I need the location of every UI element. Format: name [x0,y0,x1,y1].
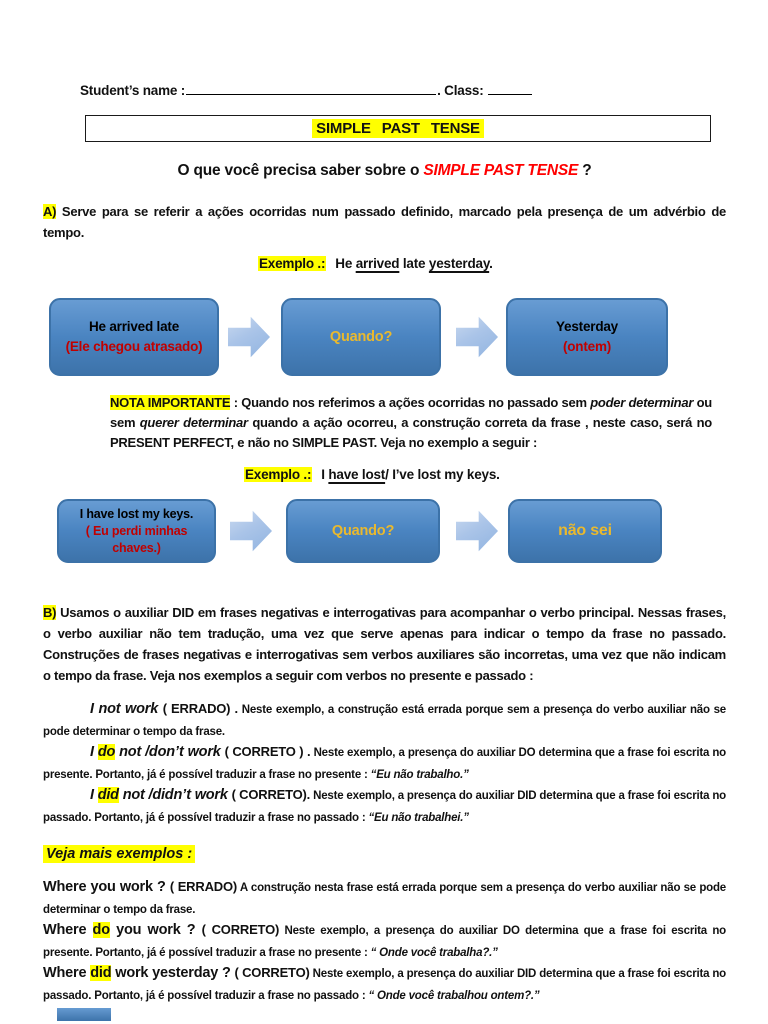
example-2-underlined-verb: have lost [328,467,386,482]
example-where-you-work [43,877,726,920]
flow-box-i-have-lost [57,499,216,563]
question-suffix: ? [578,162,592,179]
flow-box-nao-sei [508,499,662,563]
arrow-right-icon [230,508,272,554]
example-sentence: work yesterday ? [111,965,235,981]
section-a-text: Serve para se referir a ações ocorridas num passado definido, marcado pela presença de um advérbio de tempo. [43,204,726,240]
important-note-paragraph [110,393,712,453]
example-verdict: ( CORRETO) [234,965,310,980]
example-verdict: ( CORRETO ) . [224,744,311,759]
note-text: ou sem [110,395,712,430]
more-examples-heading [43,846,726,862]
example-verdict: ( ERRADO) . [162,701,238,716]
example-sentence: not /didn’t work [118,787,232,803]
example-translation-quote: “Eu não trabalho.” [370,768,469,781]
flow-box-answer-text: não sei [558,522,612,539]
flow-box-quando-2 [286,499,440,563]
example-verdict: ( ERRADO) [169,879,237,894]
example-1-line [258,256,726,271]
section-b-marker: B) [43,605,57,620]
worksheet-title: SIMPLE PAST TENSE [312,119,484,138]
flow-box-question-text: Quando? [329,329,393,345]
question-heading [43,162,726,180]
note-bold-nao: não [247,435,270,450]
example-sentence: I [90,787,98,803]
arrow-right-icon [228,314,270,360]
example-1-underlined-adverb: yesterday [428,256,490,271]
example-translation-quote: “ Onde você trabalha?.” [370,946,498,959]
example-sentence: I [90,744,98,760]
example-sentence: I not work [90,701,163,717]
example-explanation: A construção nesta frase está errada porque sem a presença do verbo auxiliar não se pode determinar o tempo da frase. [43,882,726,916]
example-2-pre: I [321,467,329,482]
example-2-line [244,467,726,482]
flow-box-quando-1 [281,298,441,376]
example-1-pre: He [335,256,356,271]
example-translation-quote: “ Onde você trabalhou ontem?.” [368,989,540,1002]
note-italic-text: querer determinar [139,415,248,430]
where-examples-block [43,877,726,1006]
example-where-did-work-yesterday [43,963,726,1006]
question-prefix: O que você precisa saber sobre o [177,162,424,179]
more-examples-label: Veja mais exemplos : [43,845,195,863]
flow-box-translation-text: (Ele chegou atrasado) [65,339,203,354]
example-1-end: . [489,256,493,271]
highlighted-auxiliary-do: do [92,922,110,938]
arrow-right-icon [456,508,498,554]
example-i-do-not-work [43,742,726,785]
note-text: no SIMPLE PAST. Veja no exemplo a seguir : [269,435,538,450]
student-name-label: Student’s name : [80,83,186,98]
example-1-mid: late [399,256,429,271]
example-i-did-not-work [43,785,726,828]
flow-box-yesterday [506,298,668,376]
note-text: quando a ação ocorreu, a construção correta da frase , neste caso, será no PRESENT PERFECT, e [110,415,712,450]
section-a-paragraph [43,201,726,243]
example-2-label: Exemplo .: [245,467,312,482]
section-b-text: Usamos o auxiliar DID em frases negativas e interrogativas para acompanhar o verbo principal. Nessas frases, o verbo auxiliar não tem tradução, uma vez que serve apenas para indicar o tempo da frase no passado. Construções de frases negativas e interrogativas sem verbos auxiliares são incorretas, uma vez que não indicam o tempo da frase. Veja nos exemplos a seguir com verbos no presente e passado : [43,605,726,683]
note-italic-text: poder determinar [590,395,694,410]
example-sentence: not /don’t work [115,744,225,760]
flow-box-he-arrived-late [49,298,219,376]
highlighted-auxiliary-did: did [97,787,119,803]
class-blank [488,82,532,95]
question-emphasis: SIMPLE PAST TENSE [423,162,579,179]
note-text: : Quando nos referimos a ações ocorridas no passado sem [230,395,591,410]
student-name-blank [186,82,436,95]
example-explanation: Neste exemplo, a construção está errada porque sem a presença do verbo auxiliar não se pode determinar o tempo da frase. [43,704,726,738]
example-explanation: Neste exemplo, a presença do auxiliar DO determina que a frase foi escrita no presente. Portanto, já é possível traduzir a frase no presente : [43,925,726,959]
flow-box-translation-text: ( Eu perdi minhas chaves.) [85,524,188,555]
flow-box-translation-text: (ontem) [562,339,612,354]
example-explanation: Neste exemplo, a presença do auxiliar DID determina que a frase foi escrita no passado. Portanto, já é possível traduzir a frase no passado : [43,790,727,824]
example-1-sentence [335,256,492,271]
example-sentence: Where [43,922,93,938]
important-note-label: NOTA IMPORTANTE [110,395,231,410]
example-explanation: Neste exemplo, a presença do auxiliar DID determina que a frase foi escrita no passado. Portanto, já é possível traduzir a frase no passado : [43,968,726,1002]
student-name-row [80,82,726,98]
example-1-underlined-verb: arrived [355,256,400,271]
example-2-post: / I’ve lost my keys. [385,467,500,482]
example-translation-quote: “Eu não trabalhei.” [368,811,469,824]
flow-diagram-1 [49,298,726,376]
highlighted-auxiliary-do: do [97,744,116,760]
example-verdict: ( CORRETO) [201,922,280,937]
title-box [85,115,711,142]
class-label: . Class: [437,83,484,98]
example-verdict: ( CORRETO). [231,787,311,802]
section-b-paragraph [43,602,726,686]
example-sentence: you work ? [109,922,202,938]
flow-box-english-text: He arrived late [88,319,180,334]
example-i-not-work [43,699,726,742]
flow-box-question-text: Quando? [331,523,395,539]
section-a-marker: A) [43,204,57,219]
footer-decoration-bar [57,1008,111,1021]
example-2-sentence [321,467,499,482]
flow-box-english-text: Yesterday [556,319,618,334]
example-sentence: Where [43,965,91,981]
arrow-right-icon [456,314,498,360]
example-where-do-you-work [43,920,726,963]
flow-box-english-text: I have lost my keys. [79,507,194,521]
example-1-label: Exemplo .: [259,256,326,271]
flow-diagram-2 [57,499,726,563]
example-explanation: Neste exemplo, a presença do auxiliar DO determina que a frase foi escrita no presente. Portanto, já é possível traduzir a frase no presente : [43,747,726,781]
example-sentence: Where you work ? [43,879,170,895]
work-examples-block [43,699,726,828]
highlighted-auxiliary-did: did [90,965,112,981]
